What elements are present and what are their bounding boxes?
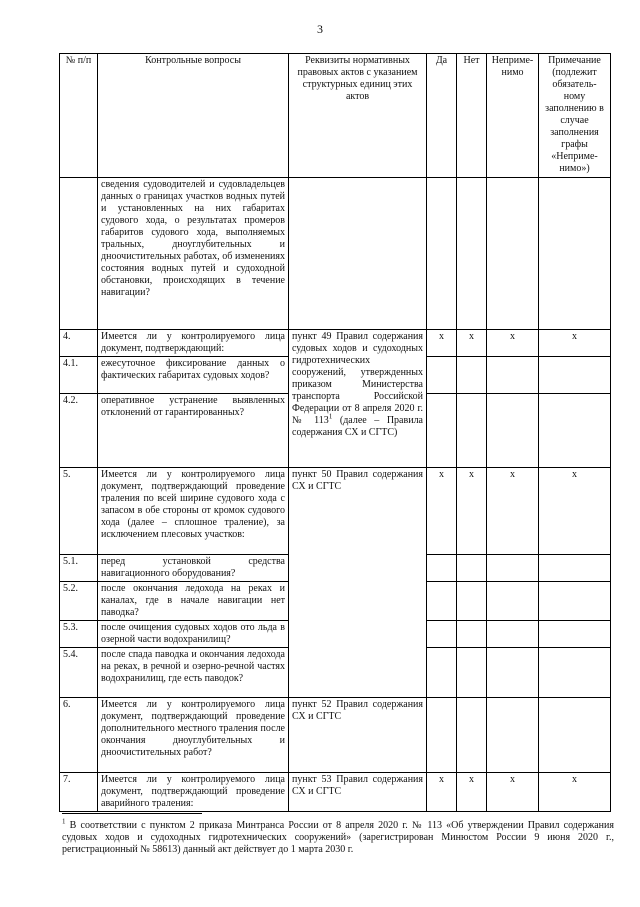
page-number: 3	[317, 22, 323, 36]
cell-yes	[427, 698, 457, 773]
footnote-ref-mark: 1	[328, 412, 333, 421]
row-question: ежесуточное фиксирование данных о фактических габаритах судовых ходов?	[98, 357, 289, 394]
cell-no: x	[457, 330, 487, 357]
cell-no	[457, 394, 487, 468]
row-question: Имеется ли у контролируемого лица документ, подтверждающий проведение аварийного траления:	[98, 773, 289, 812]
row-question: после спада паводка и окончания ледохода на реках, в речной и озерно-речной частях водохранилищ, где есть паводок?	[98, 648, 289, 698]
table-row	[60, 468, 611, 555]
row-num: 5.	[60, 468, 98, 555]
cell-note	[539, 555, 611, 582]
cell-na	[487, 621, 539, 648]
cell-na	[487, 394, 539, 468]
cell-no: x	[457, 773, 487, 812]
cell-note	[539, 178, 611, 330]
row-num	[60, 178, 98, 330]
cell-no	[457, 648, 487, 698]
cell-no	[457, 178, 487, 330]
cell-note: x	[539, 468, 611, 555]
row-refs	[289, 178, 427, 330]
table-row	[60, 698, 611, 773]
cell-na	[487, 698, 539, 773]
cell-yes	[427, 178, 457, 330]
cell-na	[487, 582, 539, 621]
row-question: оперативное устранение выявленных отклонений от гарантированных?	[98, 394, 289, 468]
row-num: 5.1.	[60, 555, 98, 582]
row-num: 5.4.	[60, 648, 98, 698]
cell-yes	[427, 621, 457, 648]
cell-yes	[427, 394, 457, 468]
row-num: 4.2.	[60, 394, 98, 468]
ref-tail: (далее – Правила содержания СХ и СГТС)	[292, 415, 423, 438]
footnote-divider	[62, 813, 202, 814]
cell-yes: x	[427, 468, 457, 555]
header-refs: Реквизиты нормативных правовых актов с указанием структурных единиц этих актов	[289, 54, 427, 178]
row-question: Имеется ли у контролируемого лица документ, подтверждающий проведение траления по всей ширине судового хода с запасом в обе стороны от кромок судового хода (далее – сплошное траление), за исключением плесовых участков:	[98, 468, 289, 555]
cell-no	[457, 357, 487, 394]
cell-yes	[427, 648, 457, 698]
cell-yes: x	[427, 330, 457, 357]
cell-na	[487, 178, 539, 330]
table-header	[60, 54, 611, 178]
row-num: 5.3.	[60, 621, 98, 648]
header-note: Примечание (подлежит обязатель-ному заполнению в случае заполнения графы «Неприме-нимо»)	[539, 54, 611, 178]
row-num: 4.1.	[60, 357, 98, 394]
row-question: перед установкой средства навигационного оборудования?	[98, 555, 289, 582]
header-na: Неприме-нимо	[487, 54, 539, 178]
checklist-table	[59, 53, 611, 812]
cell-note	[539, 394, 611, 468]
cell-no	[457, 698, 487, 773]
cell-note	[539, 357, 611, 394]
header-no: Нет	[457, 54, 487, 178]
cell-no	[457, 555, 487, 582]
cell-na	[487, 648, 539, 698]
cell-note: x	[539, 330, 611, 357]
cell-note	[539, 621, 611, 648]
table-row	[60, 330, 611, 357]
row-refs: пункт 50 Правил содержания СХ и СГТС	[289, 468, 427, 698]
row-question: после очищения судовых ходов ото льда в озерной части водохранилищ?	[98, 621, 289, 648]
cell-yes	[427, 555, 457, 582]
row-refs: пункт 52 Правил содержания СХ и СГТС	[289, 698, 427, 773]
footnote-mark: 1	[62, 817, 66, 826]
row-question: Имеется ли у контролируемого лица документ, подтверждающий:	[98, 330, 289, 357]
cell-na: x	[487, 330, 539, 357]
row-refs: пункт 53 Правил содержания СХ и СГТС	[289, 773, 427, 812]
cell-na: x	[487, 468, 539, 555]
cell-note	[539, 648, 611, 698]
row-num: 5.2.	[60, 582, 98, 621]
row-question: сведения судоводителей и судовладельцев данных о границах участков водных путей и установленных на них габаритах судового хода, о результатах промеров габаритов судового хода, выполняемых тральных, дноуглубительных и дноочистительных работах, об изменениях состояния водных путей и судоходной обстановки, происходящих в течение навигации?	[98, 178, 289, 330]
cell-yes: x	[427, 773, 457, 812]
header-questions: Контрольные вопросы	[98, 54, 289, 178]
footnote-text: В соответствии с пунктом 2 приказа Минтранса России от 8 апреля 2020 г. № 113 «Об утверждении Правил содержания судовых ходов и судоходных гидротехнических сооружений» (зарегистрирован Минюстом России 9 июня 2020 г., регистрационный № 58613) данный акт действует до 1 марта 2030 г.	[62, 820, 614, 855]
ref-text: пункт 49 Правил содержания судовых ходов и судоходных гидротехнических сооружений, утвержденных приказом Министерства транспорта Российской Федерации от 8 апреля 2020 г. № 113	[292, 331, 423, 426]
row-num: 7.	[60, 773, 98, 812]
cell-note	[539, 582, 611, 621]
row-question: Имеется ли у контролируемого лица документ, подтверждающий проведение дополнительного местного траления после окончания дноуглубительных и дноочистительных работ?	[98, 698, 289, 773]
header-yes: Да	[427, 54, 457, 178]
row-refs	[289, 330, 427, 468]
table-row	[60, 773, 611, 812]
cell-yes	[427, 357, 457, 394]
row-question: после окончания ледохода на реках и каналах, где в начале навигации нет паводка?	[98, 582, 289, 621]
cell-no	[457, 582, 487, 621]
table-row	[60, 178, 611, 330]
cell-na	[487, 357, 539, 394]
cell-na	[487, 555, 539, 582]
cell-no: x	[457, 468, 487, 555]
cell-note: x	[539, 773, 611, 812]
cell-note	[539, 698, 611, 773]
row-num: 6.	[60, 698, 98, 773]
footnote	[62, 817, 614, 856]
cell-no	[457, 621, 487, 648]
header-num: № п/п	[60, 54, 98, 178]
cell-na: x	[487, 773, 539, 812]
row-num: 4.	[60, 330, 98, 357]
cell-yes	[427, 582, 457, 621]
